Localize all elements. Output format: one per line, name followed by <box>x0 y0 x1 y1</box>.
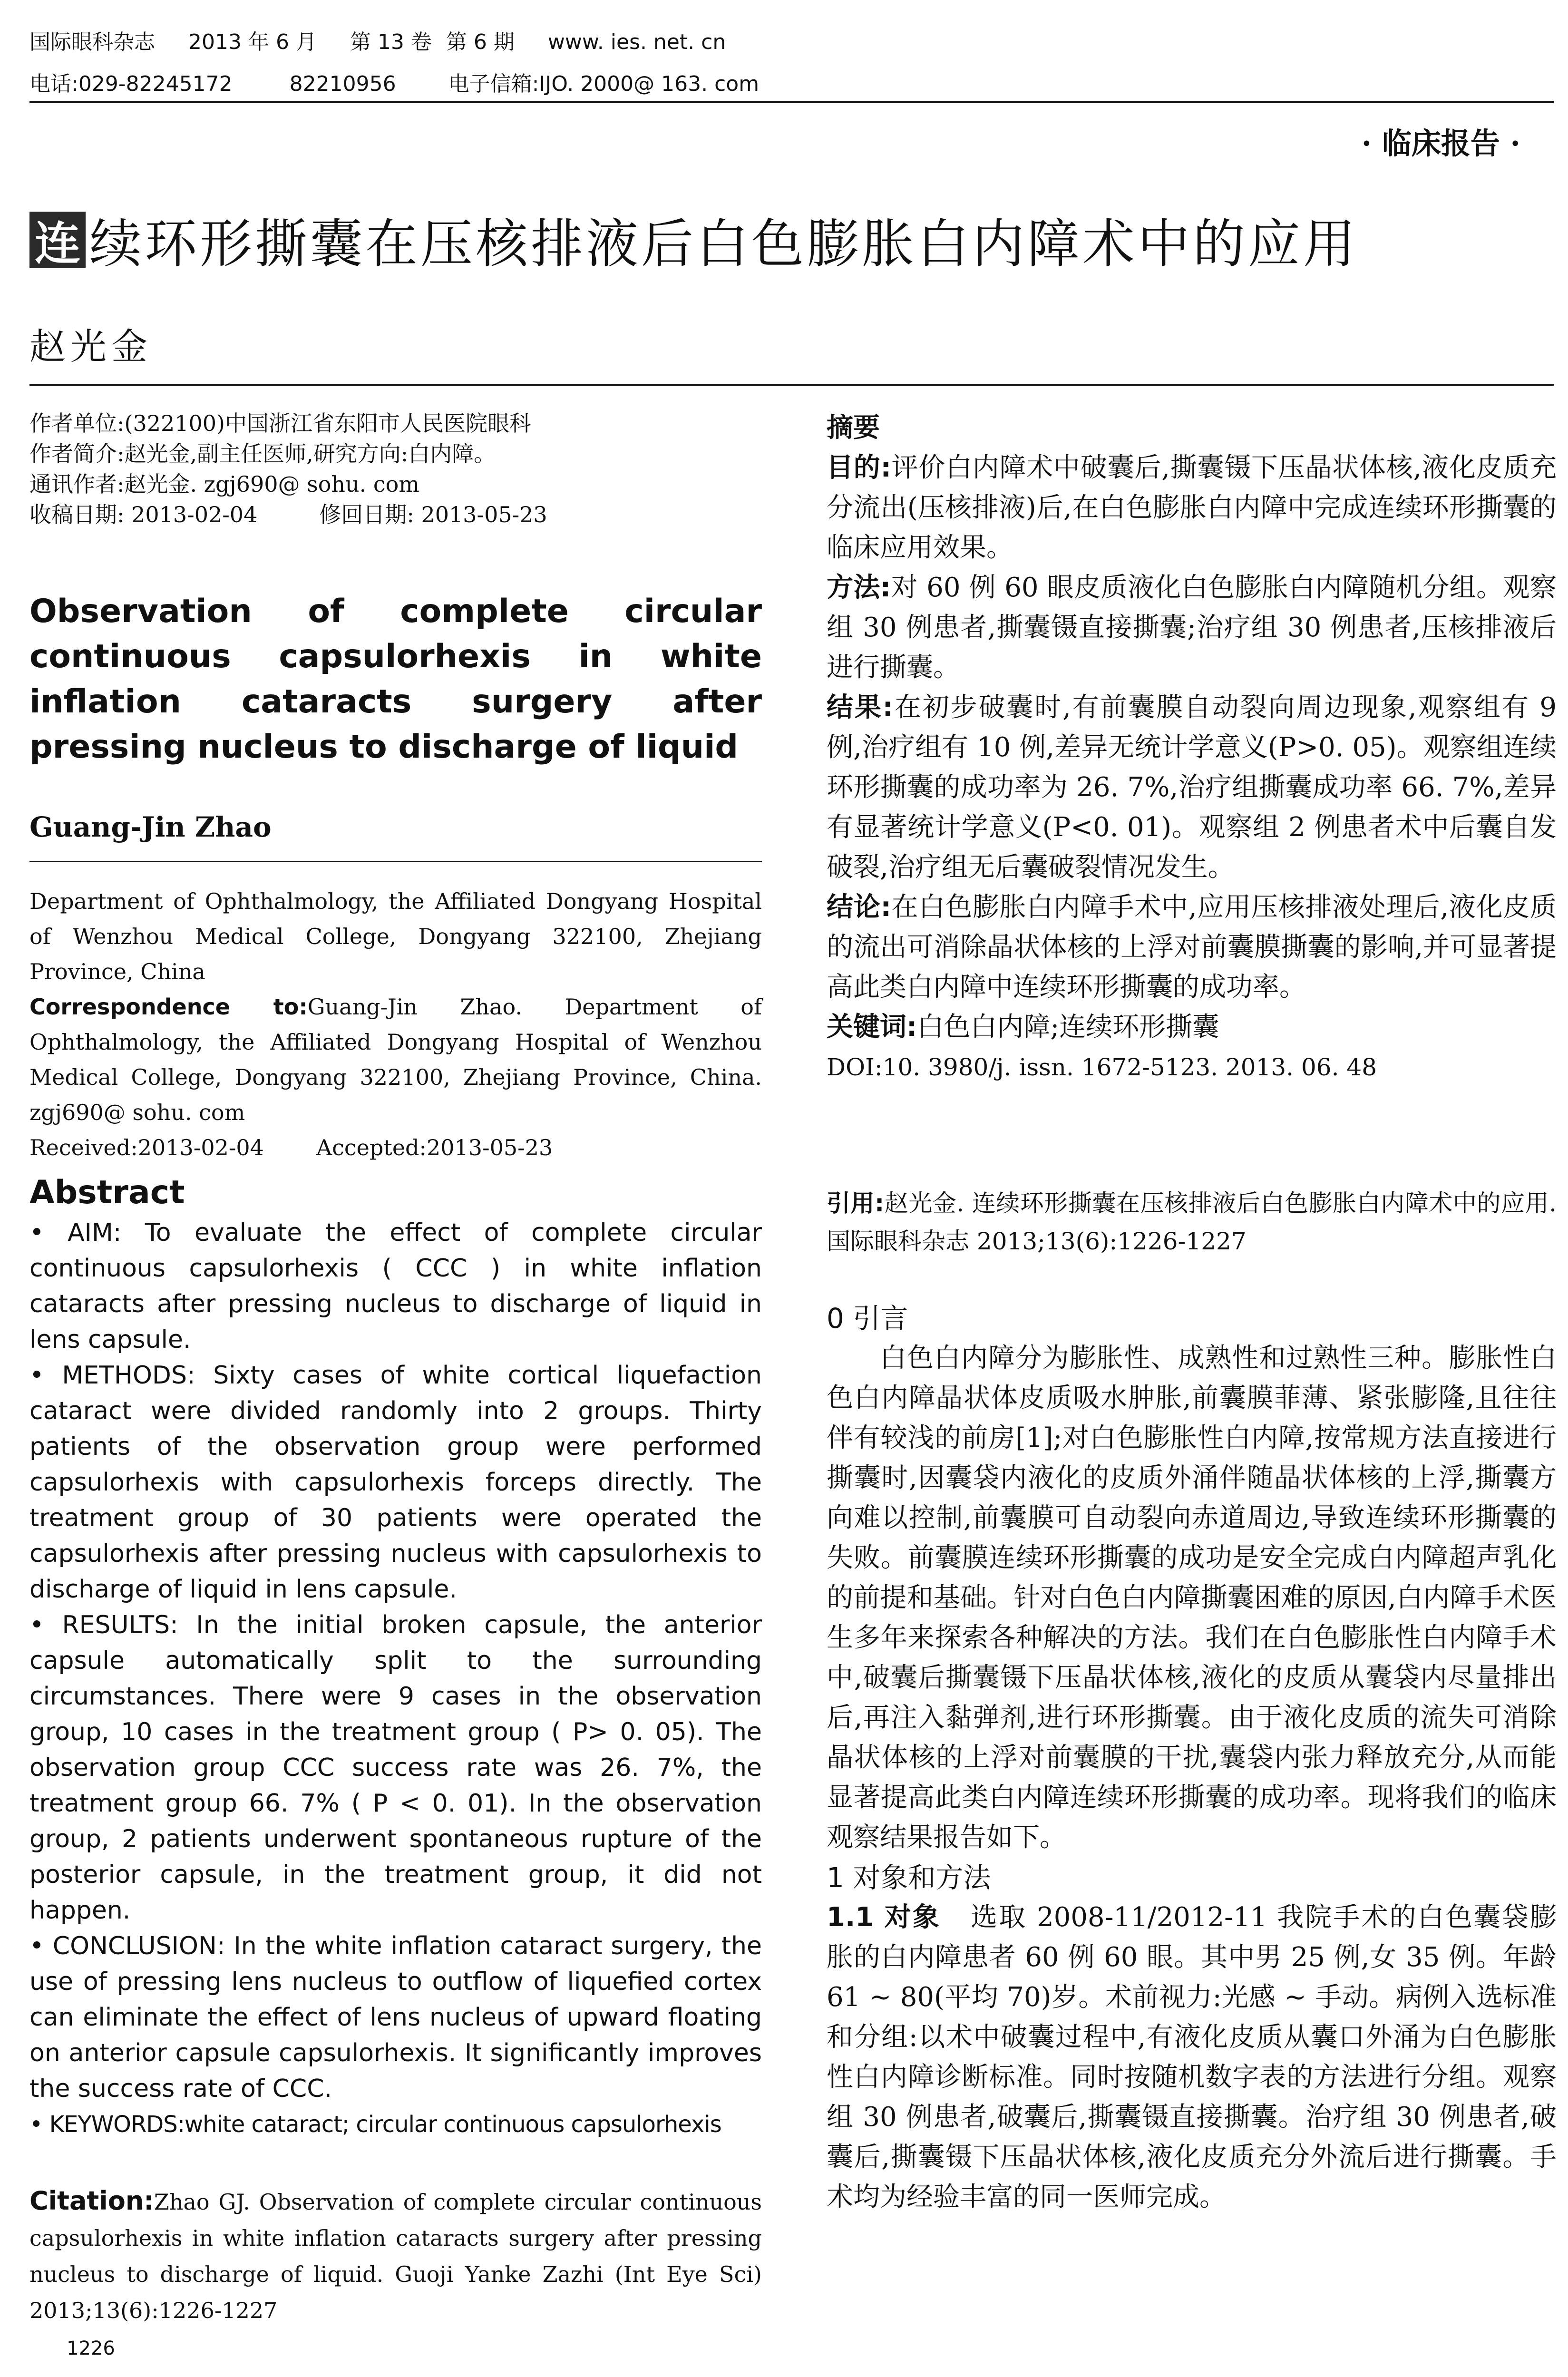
author-rule <box>29 861 762 862</box>
title-text: 续环形撕囊在压核排液后白色膨胀白内障术中的应用 <box>89 214 1358 274</box>
article-title <box>29 202 1556 277</box>
english-author: Guang-Jin Zhao <box>29 811 272 843</box>
abstract-methods: • METHODS: Sixty cases of white cortical liquefaction cataract were divided randomly into 2 groups. Thirty patients of the observation group were performed capsulorhexis with capsulorhexis forceps directly. The treatment group of 30 patients were operated the capsulorhexis after pressing nucleus with capsulorhexis to discharge of liquid in lens capsule. <box>29 1361 762 1604</box>
correspondence: Correspondence to:Guang-Jin Zhao. Department of Ophthalmology, the Affiliated Dongyang Hospital of Wenzhou Medical College, Dongyang 322100, Zhejiang Province, China. zgj690@ sohu. com <box>29 994 762 1125</box>
abstract-aim: • AIM: To evaluate the effect of complete circular continuous capsulorhexis ( CCC ) in white inflation cataracts after pressing nucleus to discharge of liquid in lens capsule. <box>29 1218 762 1354</box>
abstract-cn-heading: 摘要 <box>827 412 880 443</box>
journal-header-line1 <box>29 25 759 55</box>
methods-text: 1.1 对象 选取 2008-11/2012-11 我院手术的白色囊袋膨胀的白内障患者 60 例 60 眼。其中男 25 例,女 35 例。年龄 61 ~ 80(平均 70)岁。术前视力:光感 ~ 手动。病例入选标准和分组:以术中破囊过程中,有液化皮质从囊口外涌为白色膨胀性白内障诊断标准。同时按随机数字表的方法进行分组。观察组 30 例患者,破囊后,撕囊镊直接撕囊。治疗组 30 例患者,破囊后,撕囊镊下压晶状体核,液化皮质充分外流后进行撕囊。手术均为经验丰富的同一医师完成。 <box>827 1902 1557 2212</box>
abstract-cn-results: 结果:在初步破囊时,有前囊膜自动裂向周边现象,观察组有 9 例,治疗组有 10 例,差异无统计学意义(P>0. 05)。观察组连续环形撕囊的成功率为 26. 7%,治疗组撕囊成功率 66. 7%,差异有显著统计学意义(P<0. 01)。观察组 2 例患者术中后囊自发破裂,治疗组无后囊破裂情况发生。 <box>827 692 1557 883</box>
header-rule <box>29 101 1554 103</box>
methods-heading: 1 对象和方法 <box>827 1861 991 1894</box>
abstract-results: • RESULTS: In the initial broken capsule, the anterior capsule automatically split to the surrounding circumstances. There were 9 cases in the observation group, 10 cases in the treatment group ( P> 0. 05). The observation group CCC success rate was 26. 7%, the treatment group 66. 7% ( P < 0. 01). In the observation group, 2 patients underwent spontaneous rupture of the posterior capsule, in the treatment group, it did not happen. <box>29 1611 762 1925</box>
corresponding-author: 通讯作者:赵光金. zgj690@ sohu. com <box>29 471 419 497</box>
accepted-en: Accepted:2013-05-23 <box>316 1135 553 1160</box>
abstract-cn-conclusion: 结论:在白色膨胀白内障手术中,应用压核排液处理后,液化皮质的流出可消除晶状体核的上浮对前囊膜撕囊的影响,并可显著提高此类白内障中连续环形撕囊的成功率。 <box>827 892 1557 1003</box>
abstract-cn <box>827 408 1557 1087</box>
doi: DOI:10. 3980/j. issn. 1672-5123. 2013. 06. 48 <box>827 1053 1377 1081</box>
english-title: Observation of complete circular continuous capsulorhexis in white inflation cataracts surgery after pressing nucleus to discharge of liquid <box>29 593 762 766</box>
received-date: 收稿日期: 2013-02-04 <box>29 502 258 527</box>
issue-date: 2013 年 6 月 <box>188 30 317 54</box>
author-profile: 作者简介:赵光金,副主任医师,研究方向:白内障。 <box>29 441 496 467</box>
abstract-cn-methods: 方法:对 60 例 60 眼皮质液化白色膨胀白内障随机分组。观察组 30 例患者,撕囊镊直接撕囊;治疗组 30 例患者,压核排液后进行撕囊。 <box>827 572 1557 683</box>
issue: 第 6 期 <box>446 30 515 54</box>
phone: 电话:029-82245172 <box>29 72 233 96</box>
revised-date: 修回日期: 2013-05-23 <box>319 502 547 527</box>
received-accepted <box>29 1130 762 1165</box>
intro-text: 白色白内障分为膨胀性、成熟性和过熟性三种。膨胀性白色白内障晶状体皮质吸水肿胀,前囊膜菲薄、紧张膨隆,且往往伴有较浅的前房[1];对白色膨胀性白内障,按常规方法直接进行撕囊时,因囊袋内液化的皮质外涌伴随晶状体核的上浮,撕囊方向难以控制,前囊膜可自动裂向赤道周边,导致连续环形撕囊的失败。前囊膜连续环形撕囊的成功是安全完成白内障超声乳化的前提和基础。针对白色白内障撕囊困难的原因,白内障手术医生多年来探索各种解决的方法。我们在白色膨胀性白内障手术中,破囊后撕囊镊下压晶状体核,液化的皮质从囊袋内尽量排出后,再注入黏弹剂,进行环形撕囊。由于液化皮质的流失可消除晶状体核的上浮对前囊膜的干扰,囊袋内张力释放充分,从而能显著提高此类白内障连续环形撕囊的成功率。现将我们的临床观察结果报告如下。 <box>827 1343 1557 1853</box>
affiliation-block <box>29 884 762 1165</box>
dates-line <box>29 499 762 530</box>
author-info <box>29 408 762 530</box>
title-rule <box>29 384 1554 386</box>
email: 电子信箱:IJO. 2000@ 163. com <box>448 72 760 96</box>
author-name-cn: 赵光金 <box>29 325 152 368</box>
website: www. ies. net. cn <box>547 30 726 54</box>
author-unit: 作者单位:(322100)中国浙江省东阳市人民医院眼科 <box>29 410 531 436</box>
page-number: 1226 <box>67 2338 115 2359</box>
phone2: 82210956 <box>289 72 396 96</box>
abstract-keywords: • KEYWORDS:white cataract; circular continuous capsulorhexis <box>29 2111 721 2138</box>
intro-section <box>827 1298 1557 2217</box>
abstract-heading: Abstract <box>29 1174 185 1211</box>
abstract-cn-aim: 目的:评价白内障术中破囊后,撕囊镊下压晶状体核,液化皮质充分流出(压核排液)后,在白色膨胀白内障中完成连续环形撕囊的临床应用效果。 <box>827 452 1557 563</box>
title-first-char: 连 <box>29 212 86 268</box>
section-tag: · 临床报告 · <box>1361 126 1520 161</box>
journal-name: 国际眼科杂志 <box>29 30 155 54</box>
journal-header-line2 <box>29 67 792 97</box>
affiliation: Department of Ophthalmology, the Affiliated Dongyang Hospital of Wenzhou Medical College, Dongyang 322100, Zhejiang Province, China <box>29 888 762 984</box>
abstract-cn-keywords: 关键词:白色白内障;连续环形撕囊 <box>827 1012 1219 1042</box>
intro-heading: 0 引言 <box>827 1302 908 1335</box>
received-en: Received:2013-02-04 <box>29 1135 264 1160</box>
abstract-conclusion: • CONCLUSION: In the white inflation cataract surgery, the use of pressing lens nucleus to outflow of liquefied cortex can eliminate the effect of lens nucleus of upward floating on anterior capsule capsulorhexis. It significantly improves the success rate of CCC. <box>29 1932 762 2103</box>
abstract-en <box>29 1215 762 2143</box>
volume: 第 13 卷 <box>350 30 432 54</box>
citation-cn: 引用:赵光金. 连续环形撕囊在压核排液后白色膨胀白内障术中的应用. 国际眼科杂志 2013;13(6):1226-1227 <box>827 1189 1557 1255</box>
citation-en: Citation:Zhao GJ. Observation of complete circular continuous capsulorhexis in white inflation cataracts surgery after pressing nucleus to discharge of liquid. Guoji Yanke Zazhi (Int Eye Sci) 2013;13(6):1226-1227 <box>29 2186 762 2323</box>
